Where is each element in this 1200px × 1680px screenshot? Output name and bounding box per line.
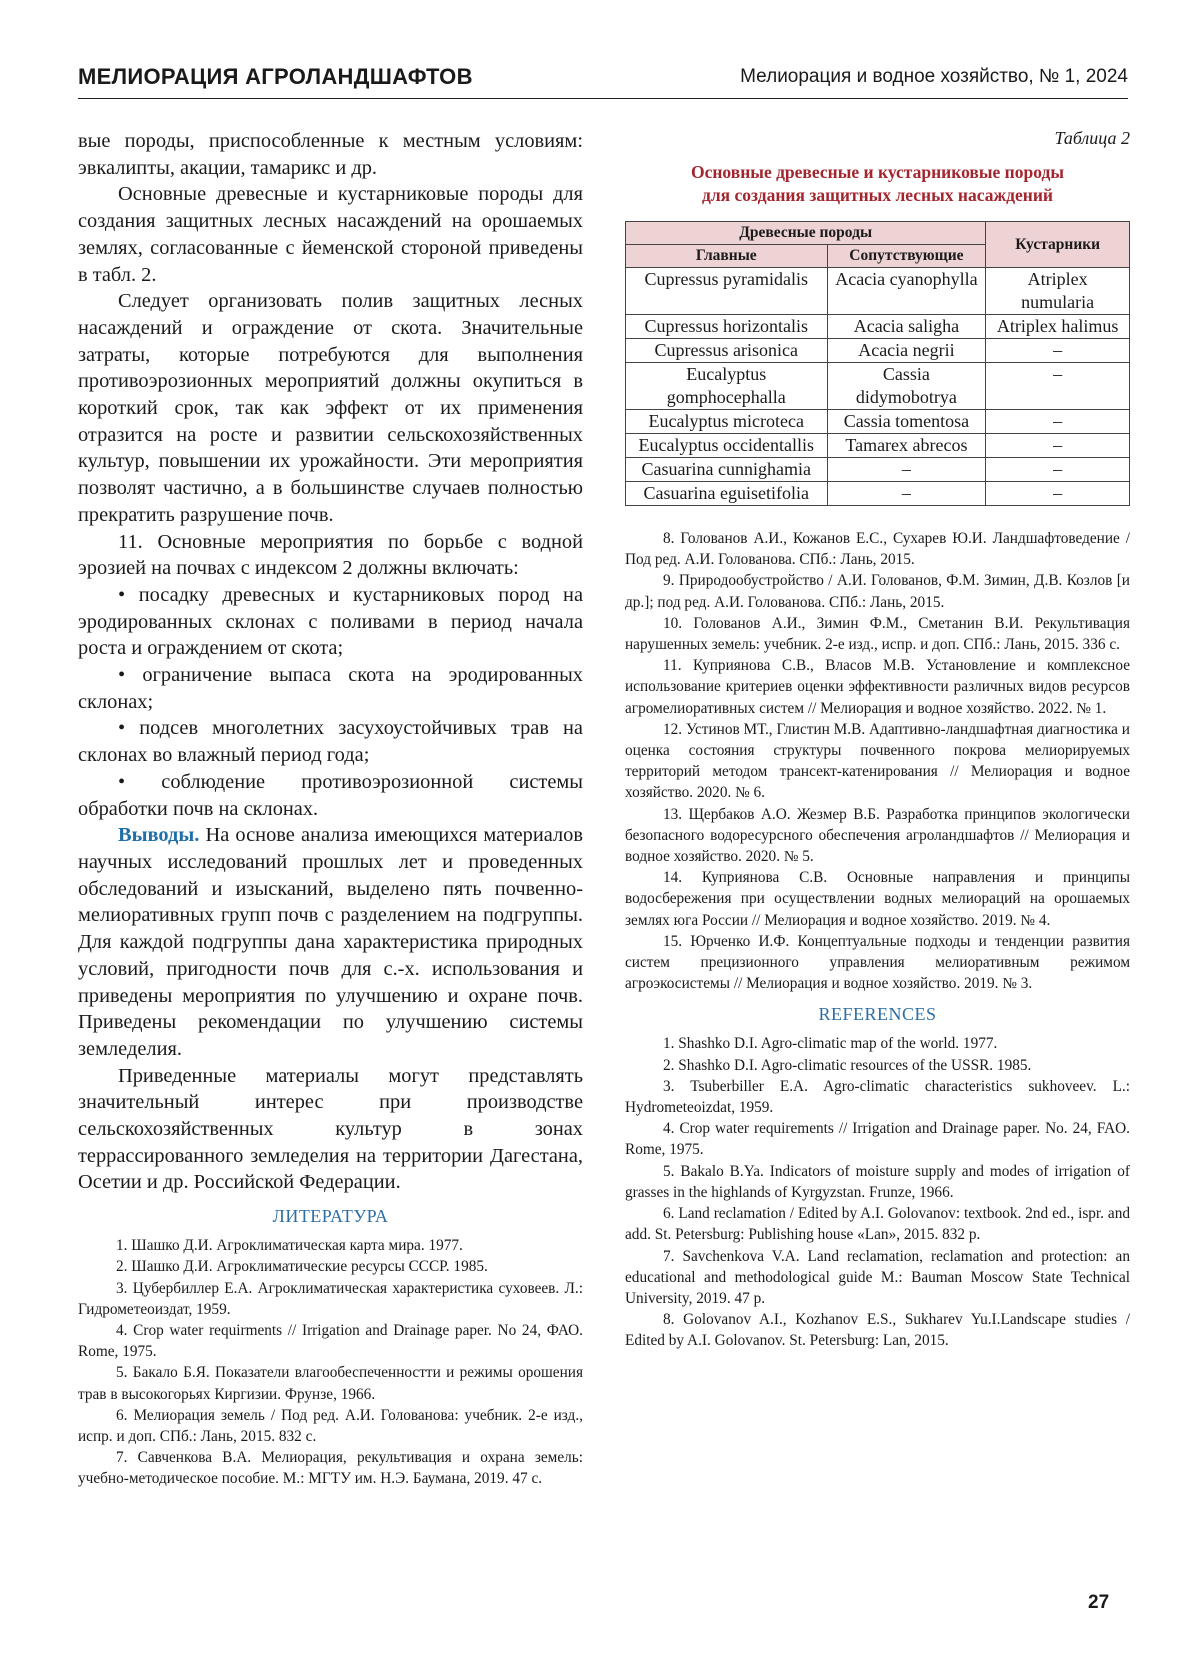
cell-shrub: –	[986, 363, 1130, 410]
right-column	[625, 128, 1130, 1352]
reference-item: 5. Бакало Б.Я. Показатели влагообеспеченностти и режимы орошения трав в высокогорьях Киргизии. Фрунзе, 1966.	[78, 1364, 583, 1403]
conclusion-text: На основе анализа имеющихся материалов научных исследований прошлых лет и проведенных обследований и изысканий, выделено пять почвенно-мелиоративных групп почв с разделением на подгруппы. Для каждой подгруппы дана характеристика природных условий, пригодности почв для с.-х. использования и приведены мероприятия по улучшению и охране почв. Приведены рекомендации по улучшению системы земледелия.	[78, 824, 583, 1060]
literature-list	[78, 1235, 583, 1489]
paragraph: Следует организовать полив защитных лесных насаждений и ограждение от скота. Значительные затраты, которые потребуются для выполнения противоэрозионных мероприятий должны окупиться в короткий срок, так как эффект от их применения отразится на росте и развитии сельскохозяйственных культур, повышении их урожайности. Эти мероприятия позволят частично, а в большинстве случаев полностью прекратить разрушение почв.	[78, 290, 583, 526]
table-row	[626, 339, 1130, 363]
reference-item: 8. Голованов А.И., Кожанов Е.С., Сухарев Ю.И. Ландшафтоведение / Под ред. А.И. Голованова. СПб.: Лань, 2015.	[625, 530, 1130, 569]
reference-item: 7. Savchenkova V.A. Land reclamation, reclamation and protection: an educational and methodological guide M.: Bauman Moscow State Technical University, 2019. 47 p.	[625, 1247, 1130, 1307]
table-row	[626, 268, 1130, 315]
bullet-item: • подсев многолетних засухоустойчивых трав на склонах во влажный период года;	[78, 717, 583, 767]
table-label: Таблица 2	[1054, 128, 1130, 148]
body-text	[78, 128, 583, 1196]
reference-item: 12. Устинов МТ., Глистин М.В. Адаптивно-ландшафтная диагностика и оценка состояния структуры почвенного покрова мелиорируемых территорий методом трансект-катенирования // Мелиорация и водное хозяйство. 2020. № 6.	[625, 720, 1130, 802]
reference-item: 14. Куприянова С.В. Основные направления и принципы водосбережения при осуществлении водных мелиораций на орошаемых землях юга России // Мелиорация и водное хозяйство. 2019. № 4.	[625, 869, 1130, 929]
cell-main: Cupressus horizontalis	[626, 315, 828, 339]
species-table	[625, 221, 1130, 506]
literature-continued-list	[625, 528, 1130, 994]
cell-shrub: –	[986, 339, 1130, 363]
cell-main: Eucalyptus gomphocephalla	[626, 363, 828, 410]
header-companion: Сопутствующие	[827, 245, 986, 268]
reference-item: 3. Цубербиллер Е.А. Агроклиматическая характеристика суховеев. Л.: Гидрометеоиздат, 1959.	[78, 1279, 583, 1318]
cell-companion: –	[827, 458, 986, 482]
reference-item: 2. Shashko D.I. Agro-climatic resources of the USSR. 1985.	[663, 1056, 1032, 1074]
table-row	[626, 434, 1130, 458]
table-title	[625, 161, 1130, 207]
table-row	[626, 363, 1130, 410]
cell-main: Casuarina cunnighamia	[626, 458, 828, 482]
bullet-item: • посадку древесных и кустарниковых пород на эродированных склонах с поливами в период начала роста и ограждением от скота;	[78, 583, 583, 660]
paragraph: Основные древесные и кустарниковые породы для создания защитных лесных насаждений на орошаемых землях, согласованные с йеменской стороной приведены в табл. 2.	[78, 183, 583, 286]
literature-heading: ЛИТЕРАТУРА	[272, 1206, 389, 1227]
bullet-item: • ограничение выпаса скота на эродированных склонах;	[78, 664, 583, 713]
conclusion-paragraph	[78, 822, 583, 1062]
paragraph: 11. Основные мероприятия по борьбе с водной эрозией на почвах с индексом 2 должны включать:	[78, 530, 583, 580]
table-row	[626, 458, 1130, 482]
cell-main: Cupressus pyramidalis	[626, 268, 828, 315]
left-column	[78, 128, 583, 1490]
cell-companion: Acacia negrii	[827, 339, 986, 363]
conclusion-label: Выводы.	[118, 824, 200, 847]
reference-item: 15. Юрченко И.Ф. Концептуальные подходы и тенденции развития систем прецизионного управления мелиоративным режимом агроэкосистемы // Мелиорация и водное хозяйство. 2019. № 3.	[625, 932, 1130, 993]
cell-shrub: –	[986, 482, 1130, 506]
references-heading: REFERENCES	[818, 1004, 937, 1025]
cell-main: Eucalyptus microteca	[626, 410, 828, 434]
cell-companion: Cassia didymobotrya	[827, 363, 986, 410]
table-row	[626, 482, 1130, 506]
cell-companion: Tamarex abrecos	[827, 434, 986, 458]
reference-item: 1. Шашко Д.И. Агроклиматическая карта мира. 1977.	[116, 1237, 463, 1255]
journal-info: Мелиорация и водное хозяйство, № 1, 2024	[740, 66, 1128, 87]
reference-item: 5. Bakalo B.Ya. Indicators of moisture supply and modes of irrigation of grasses in the highlands of Kyrgyzstan. Frunze, 1966.	[625, 1162, 1130, 1201]
paragraph: Приведенные материалы могут представлять значительный интерес при производстве сельскохозяйственных культур в зонах террассированного земледелия на территории Дагестана, Осетии и др. Российской Федерации.	[78, 1064, 583, 1194]
cell-main: Casuarina eguisetifolia	[626, 482, 828, 506]
page-number: 27	[1088, 1592, 1110, 1613]
reference-item: 11. Куприянова С.В., Власов М.В. Установление и комплексное использование критериев оценки эффективности различных видов ресурсов агромелиоративных систем // Мелиорация и водное хозяйство. 2022. № 1.	[625, 657, 1130, 717]
running-header	[78, 62, 1128, 99]
header-shrubs: Кустарники	[986, 222, 1130, 268]
cell-shrub: –	[986, 434, 1130, 458]
reference-item: 4. Crop water requirments // Irrigation and Drainage paper. No 24, ФАО. Rome, 1975.	[78, 1321, 583, 1361]
cell-shrub: –	[986, 458, 1130, 482]
reference-item: 1. Shashko D.I. Agro-climatic map of the world. 1977.	[663, 1035, 998, 1053]
cell-companion: Cassia tomentosa	[827, 410, 986, 434]
header-main: Главные	[626, 245, 828, 268]
cell-main: Eucalyptus occidentallis	[626, 434, 828, 458]
reference-item: 8. Golovanov A.I., Kozhanov E.S., Sukharev Yu.I.Landscape studies / Edited by A.I. Golovanov. St. Petersburg: Lan, 2015.	[625, 1311, 1130, 1350]
table-row	[626, 315, 1130, 339]
cell-companion: –	[827, 482, 986, 506]
table-row	[626, 410, 1130, 434]
cell-shrub: Atriplex numularia	[986, 268, 1130, 315]
reference-item: 3. Tsuberbiller E.A. Agro-climatic characteristics sukhoveev. L.: Hydrometeoizdat, 1959.	[625, 1077, 1130, 1117]
reference-item: 6. Мелиорация земель / Под ред. А.И. Голованова: учебник. 2-е изд., испр. и доп. СПб.: Лань, 2015. 832 с.	[78, 1406, 583, 1445]
cell-shrub: –	[986, 410, 1130, 434]
reference-item: 9. Природообустройство / А.И. Голованов, Ф.М. Зимин, Д.В. Козлов [и др.]; под ред. А.И. Голованова. СПб.: Лань, 2015.	[625, 572, 1130, 611]
bullet-item: • соблюдение противоэрозионной системы обработки почв на склонах.	[78, 770, 583, 820]
table-title-line: для создания защитных лесных насаждений	[701, 185, 1054, 205]
reference-item: 6. Land reclamation / Edited by A.I. Golovanov: textbook. 2nd ed., ispr. and add. St. Petersburg: Publishing house «Lan», 2015. 832 p.	[625, 1205, 1130, 1244]
reference-item: 10. Голованов А.И., Зимин Ф.М., Сметанин В.И. Рекультивация нарушенных земель: учебник. 2-е изд., испр. и доп. СПб.: Лань, 2015. 336 с.	[625, 614, 1130, 654]
cell-main: Cupressus arisonica	[626, 339, 828, 363]
header-tree-species: Древесные породы	[626, 222, 986, 245]
reference-item: 2. Шашко Д.И. Агроклиматические ресурсы СССР. 1985.	[116, 1258, 488, 1276]
reference-item: 7. Савченкова В.А. Мелиорация, рекультивация и охрана земель: учебно-методическое пособие. М.: МГТУ им. Н.Э. Баумана, 2019. 47 с.	[78, 1449, 583, 1488]
cell-companion: Acacia saligha	[827, 315, 986, 339]
paragraph: вые породы, приспособленные к местным условиям: эвкалипты, акации, тамарикс и др.	[78, 130, 583, 179]
table-title-line: Основные древесные и кустарниковые породы	[690, 162, 1065, 182]
cell-companion: Acacia cyanophylla	[827, 268, 986, 315]
cell-shrub: Atriplex halimus	[986, 315, 1130, 339]
reference-item: 4. Crop water requirements // Irrigation and Drainage paper. No. 24, FAO. Rome, 1975.	[625, 1120, 1130, 1159]
reference-item: 13. Щербаков А.О. Жезмер В.Б. Разработка принципов экологически безопасного водоресурсного обеспечения агроландшафтов // Мелиорация и водное хозяйство. 2020. № 5.	[625, 805, 1130, 866]
section-title: МЕЛИОРАЦИЯ АГРОЛАНДШАФТОВ	[78, 64, 473, 89]
references-list	[625, 1033, 1130, 1351]
